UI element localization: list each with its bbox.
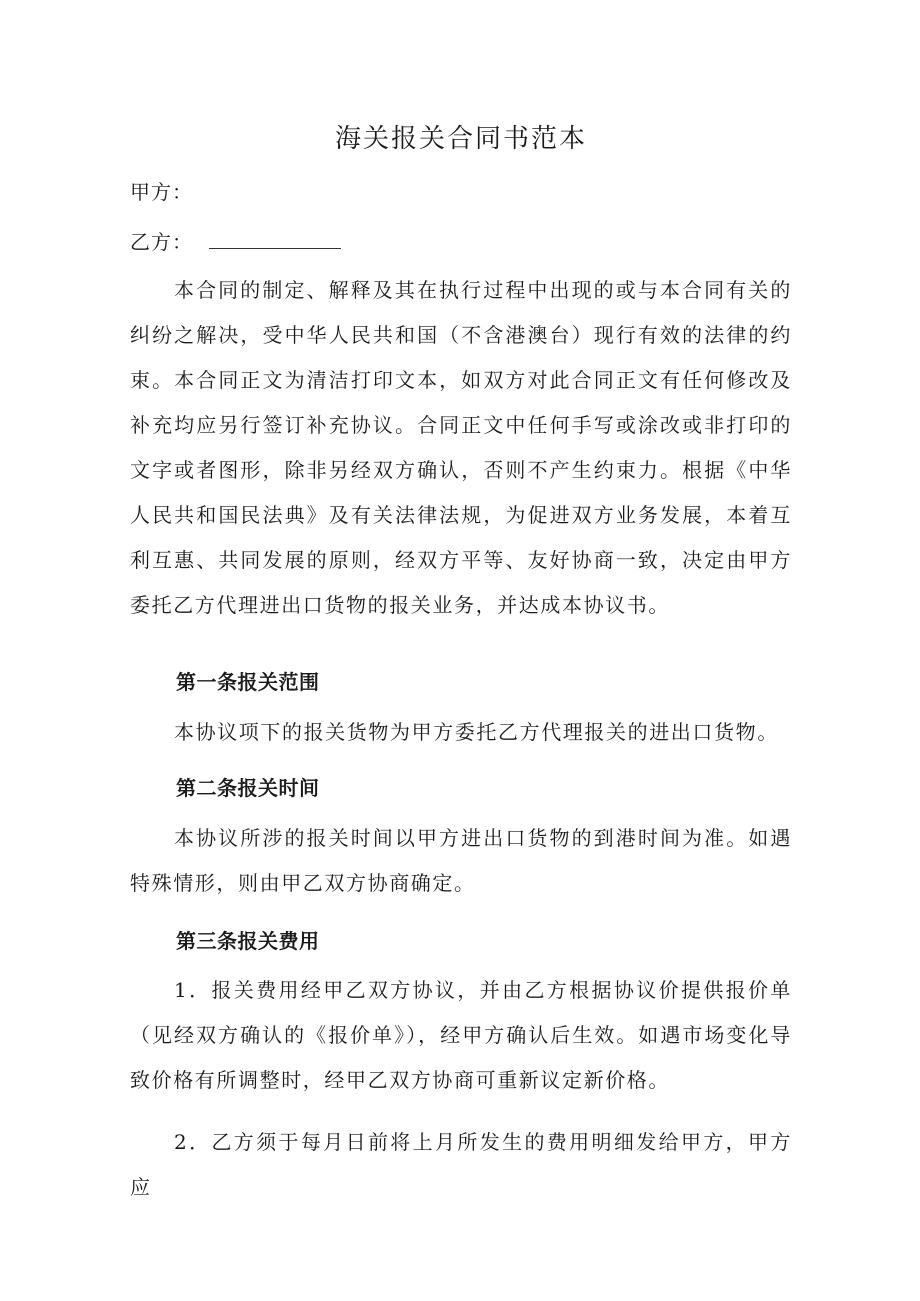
section-3-paragraph-1: 1．报关费用经甲乙双方协议，并由乙方根据协议价提供报价单（见经双方确认的《报价单》），经甲方确认后生效。如遇市场变化导致价格有所调整时，经甲乙双方协商可重新议定新价格。: [130, 978, 792, 1092]
party-b-line: [130, 226, 341, 255]
party-a-label: 甲方：: [130, 180, 193, 204]
party-a-line: [130, 176, 193, 205]
section-3-heading: 第三条报关费用: [176, 929, 320, 953]
document-title: 海关报关合同书范本: [334, 124, 587, 154]
party-b-blank-line: [209, 234, 341, 249]
section-1-heading: 第一条报关范围: [176, 670, 320, 694]
intro-paragraph: 本合同的制定、解释及其在执行过程中出现的或与本合同有关的纠纷之解决，受中华人民共和国（不含港澳台）现行有效的法律的约束。本合同正文为清洁打印文本，如双方对此合同正文有任何修改及补充均应另行签订补充协议。合同正文中任何手写或涂改或非打印的文字或者图形，除非另经双方确认，否则不产生约束力。根据《中华人民共和国民法典》及有关法律法规，为促进双方业务发展，本着互利互惠、共同发展的原则，经双方平等、友好协商一致，决定由甲方委托乙方代理进出口货物的报关业务，并达成本协议书。: [130, 278, 792, 617]
section-3-paragraph-2: 2．乙方须于每月日前将上月所发生的费用明细发给甲方，甲方应: [130, 1130, 792, 1199]
section-2-heading: 第二条报关时间: [176, 776, 320, 800]
section-2-paragraph: 本协议所涉的报关时间以甲方进出口货物的到港时间为准。如遇特殊情形，则由甲乙双方协商确定。: [130, 826, 792, 895]
section-1-paragraph: 本协议项下的报关货物为甲方委托乙方代理报关的进出口货物。: [174, 720, 779, 744]
party-b-label: 乙方：: [130, 230, 193, 254]
